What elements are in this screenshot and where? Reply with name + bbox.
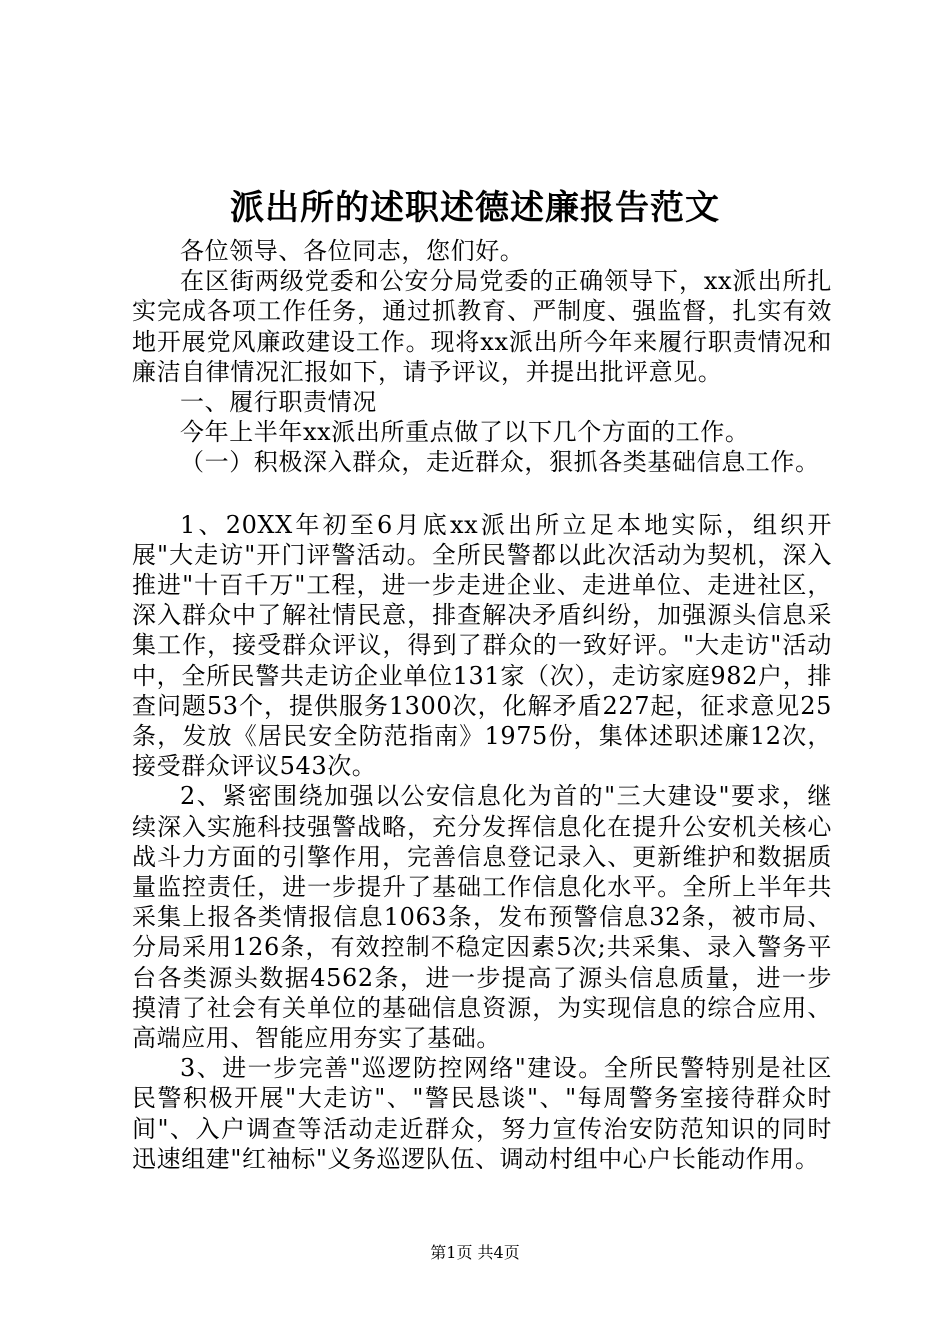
paragraph-intro: 在区街两级党委和公安分局党委的正确领导下，xx派出所扎实完成各项工作任务，通过抓教育、严制度、强监督，扎实有效地开展党风廉政建设工作。现将xx派出所今年来履行职责情况和廉洁自律情况汇报如下，请予评议，并提出批评意见。 bbox=[132, 267, 832, 386]
section-heading: 一、履行职责情况 bbox=[180, 388, 377, 417]
paragraph-overview: 今年上半年xx派出所重点做了以下几个方面的工作。 bbox=[180, 418, 750, 447]
document-body bbox=[132, 236, 832, 1174]
page-footer: 第1页 共4页 bbox=[430, 1243, 520, 1262]
subsection-heading: （一）积极深入群众，走近群众，狠抓各类基础信息工作。 bbox=[180, 448, 820, 477]
document-title: 派出所的述职述德述廉报告范文 bbox=[230, 188, 720, 228]
paragraph-greeting: 各位领导、各位同志，您们好。 bbox=[180, 237, 525, 265]
paragraph-item-3: 3、进一步完善"巡逻防控网络"建设。全所民警特别是社区民警积极开展"大走访"、"警民恳谈"、"每周警务室接待群众时间"、入户调查等活动走近群众，努力宣传治安防范知识的同时迅速组建"红袖标"义务巡逻队伍、调动村组中心户长能动作用。 bbox=[132, 1054, 832, 1173]
paragraph-item-1: 1、20XX年初至6月底xx派出所立足本地实际，组织开展"大走访"开门评警活动。全所民警都以此次活动为契机，深入推进"十百千万"工程，进一步走进企业、走进单位、走进社区，深入群众中了解社情民意，排查解决矛盾纠纷，加强源头信息采集工作，接受群众评议，得到了群众的一致好评。"大走访"活动中，全所民警共走访企业单位131家（次），走访家庭982户，排查问题53个，提供服务1300次，化解矛盾227起，征求意见25条，发放《居民安全防范指南》1975份，集体述职述廉12次，接受群众评议543次。 bbox=[132, 510, 832, 781]
paragraph-item-2: 2、紧密围绕加强以公安信息化为首的"三大建设"要求，继续深入实施科技强警战略，充分发挥信息化在提升公安机关核心战斗力方面的引擎作用，完善信息登记录入、更新维护和数据质量监控责任，进一步提升了基础工作信息化水平。全所上半年共采集上报各类情报信息1063条，发布预警信息32条，被市局、分局采用126条，有效控制不稳定因素5次;共采集、录入警务平台各类源头数据4562条，进一步提高了源头信息质量，进一步摸清了社会有关单位的基础信息资源，为实现信息的综合应用、高端应用、智能应用夯实了基础。 bbox=[132, 782, 832, 1053]
